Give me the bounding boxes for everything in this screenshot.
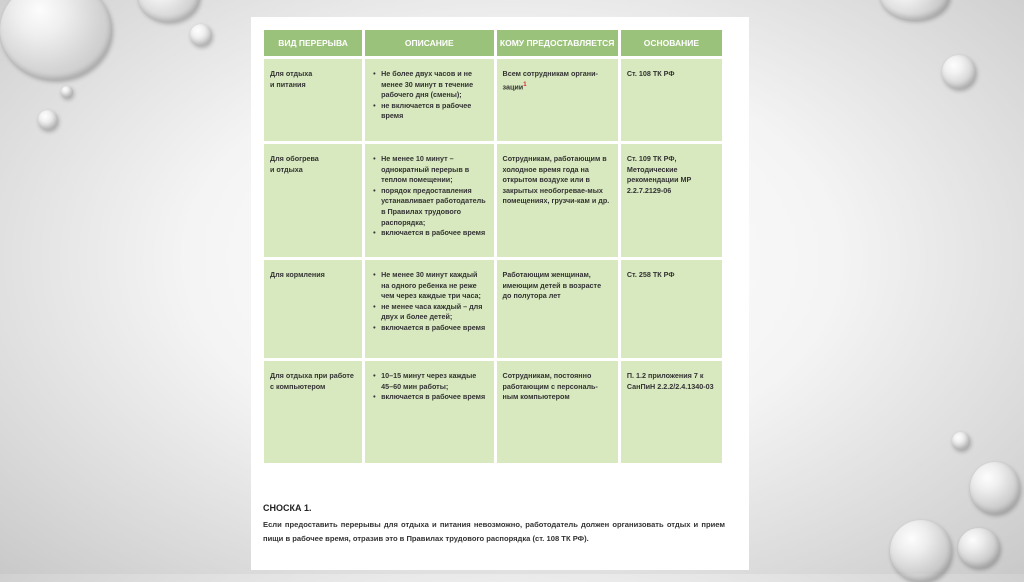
cell-basis: Ст. 109 ТК РФ, Методические рекомендации МР 2.2.7.2129-06 <box>621 144 722 257</box>
header-recipient: КОМУ ПРЕДОСТАВЛЯЕТСЯ <box>497 30 618 56</box>
footnote-marker: 1 <box>523 81 527 88</box>
description-item: • Не менее 30 минут каждый на одного ребенка не реже чем через каждые три часа; <box>381 270 487 302</box>
water-drop-decoration <box>942 55 976 89</box>
recipient-text: Всем сотрудникам органи- зации <box>502 69 598 91</box>
description-item: • включается в рабочее время <box>381 228 487 239</box>
cell-description <box>365 144 493 257</box>
water-drop-decoration <box>61 86 73 98</box>
footnote-text: Если предоставить перерывы для отдыха и питания невозможно, работодатель должен организовать отдых и прием пищи в рабочее время, отразив это в Правилах трудового распорядка (ст. 108 ТК РФ). <box>263 520 725 543</box>
cell-break-type: Для отдыха и питания <box>264 59 362 141</box>
header-basis: ОСНОВАНИЕ <box>621 30 722 56</box>
table-header-row <box>264 30 722 56</box>
cell-description <box>365 260 493 358</box>
description-item: • порядок предоставления устанавливает работодатель в Правилах трудового распорядка; <box>381 186 487 228</box>
table-row <box>264 144 722 257</box>
cell-description <box>365 59 493 141</box>
description-item: • не включается в рабочее время <box>381 101 487 122</box>
water-drop-decoration <box>38 110 58 130</box>
description-item: • включается в рабочее время <box>381 323 487 334</box>
water-drop-decoration <box>0 0 112 80</box>
cell-recipient: Сотрудникам, работающим в холодное время года на открытом воздухе или в закрытых необогревае-мых помещениях, грузчи-кам и др. <box>497 144 618 257</box>
water-drop-decoration <box>190 24 212 46</box>
water-drop-decoration <box>890 520 952 582</box>
description-item: • 10–15 минут через каждые 45–60 мин работы; <box>381 371 487 392</box>
cell-basis: Ст. 258 ТК РФ <box>621 260 722 358</box>
description-item: • Не менее 10 минут – однократный перерыв в теплом помещении; <box>381 154 487 186</box>
table-row <box>264 260 722 358</box>
footnote-title: СНОСКА 1. <box>263 503 312 513</box>
table-row <box>264 59 722 141</box>
cell-recipient: Сотрудникам, постоянно работающим с персональ-ным компьютером <box>497 361 618 463</box>
breaks-table <box>261 27 725 466</box>
description-item: • включается в рабочее время <box>381 392 487 403</box>
header-description: ОПИСАНИЕ <box>365 30 493 56</box>
cell-basis: П. 1.2 приложения 7 к СанПиН 2.2.2/2.4.1340-03 <box>621 361 722 463</box>
header-break-type: ВИД ПЕРЕРЫВА <box>264 30 362 56</box>
water-drop-decoration <box>952 432 970 450</box>
water-drop-decoration <box>970 462 1020 514</box>
cell-description <box>365 361 493 463</box>
cell-recipient: Работающим женщинам, имеющим детей в возрасте до полутора лет <box>497 260 618 358</box>
cell-recipient <box>497 59 618 141</box>
cell-break-type: Для отдыха при работе с компьютером <box>264 361 362 463</box>
table-row <box>264 361 722 463</box>
cell-break-type: Для кормления <box>264 260 362 358</box>
water-drop-decoration <box>880 0 950 20</box>
description-item: • не менее часа каждый – для двух и более детей; <box>381 302 487 323</box>
description-item: • Не более двух часов и не менее 30 минут в течение рабочего дня (смены); <box>381 69 487 101</box>
document-page <box>251 17 749 570</box>
water-drop-decoration <box>138 0 200 22</box>
cell-break-type: Для обогрева и отдыха <box>264 144 362 257</box>
cell-basis: Ст. 108 ТК РФ <box>621 59 722 141</box>
water-drop-decoration <box>958 528 1000 568</box>
